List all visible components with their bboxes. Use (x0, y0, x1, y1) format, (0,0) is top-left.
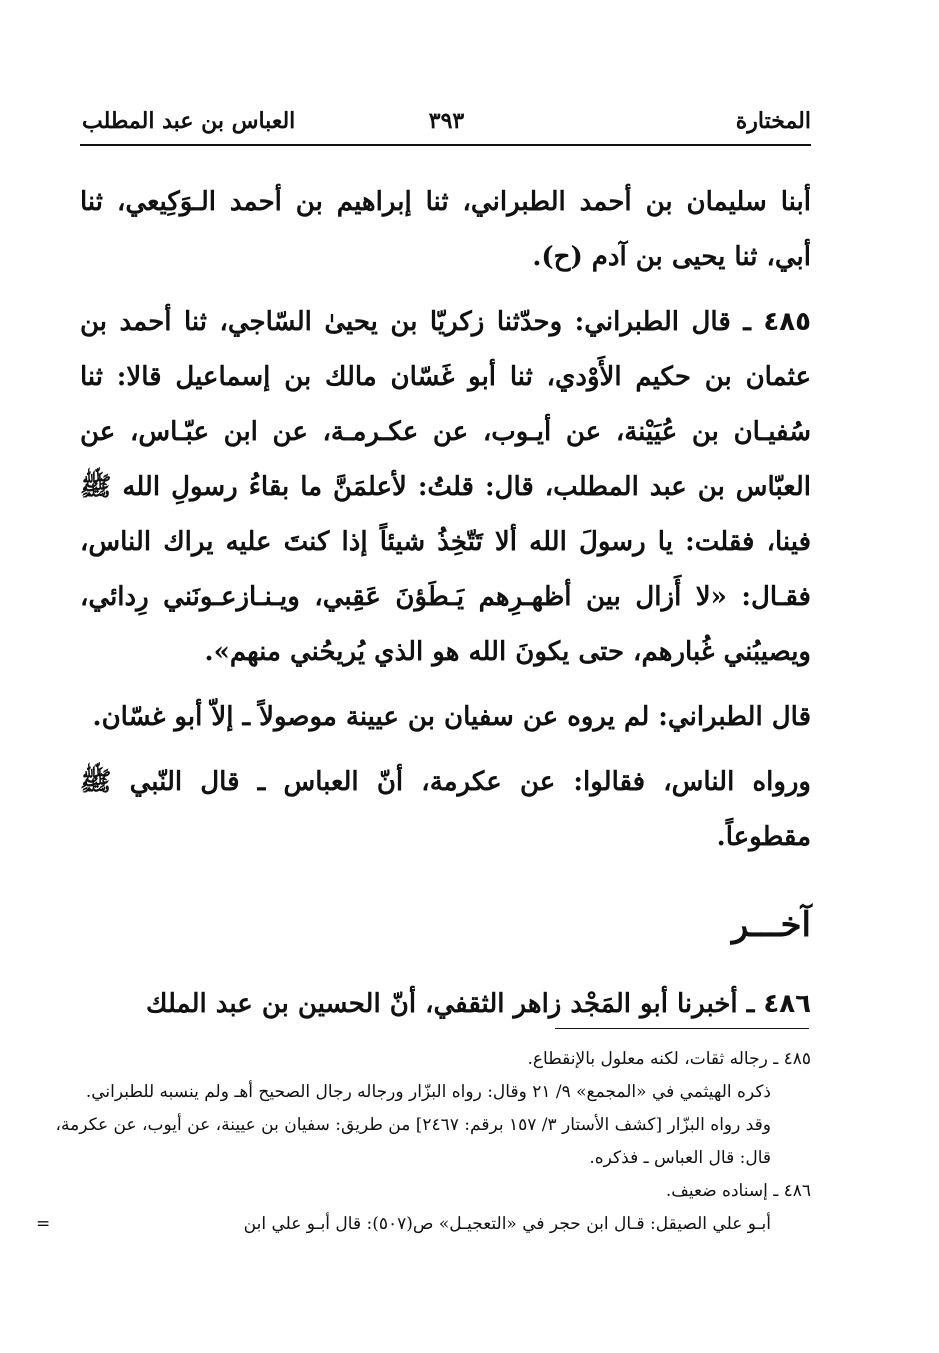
footnotes (36, 1043, 811, 1241)
section-heading: آخـــر (731, 905, 811, 945)
footnote-485: ٤٨٥ ـ رجاله ثقات، لكنه معلول بالإنقطاع. (527, 1049, 811, 1069)
footnote-rule (555, 1028, 809, 1029)
hadith-486 (80, 977, 811, 1032)
main-text (80, 175, 811, 1032)
footnote-text (36, 1208, 811, 1241)
hadith-text: ـ قال الطبراني: وحدّثنا زكريّا بن يحيىٰ السّاجي، ثنا أحمد بن عثمان بن حكيم الأَوْدي، ثنا أبو غَسّان مالك بن إسماعيل قالا: ثنا سُفيـان بن عُيَيْنة، عن أيـوب، عن عكـرمـة، عن ابن عبّـاس، عن العبّاس بن عبد المطلب، قال: قلتُ: لأعلمَنَّ ما بقاءُ رسولِ الله ﷺ فينا، فقلت: يا رسولَ الله ألا تَتّخِذُ شيئاً إذا كنتَ عليه يراك الناس، فقـال: «لا أَزال بين أظهـرِهم يَـطَؤنَ عَقِبي، ويـنـازعـونَني رِدائي، ويصيبُني غُبارهم، حتى يكونَ الله هو الذي يُريحُني منهم». (80, 307, 811, 667)
hadith-text: ـ أخبرنا أبو المَجْد زاهر الثقفي، أنّ الحسين بن عبد الملك (146, 989, 755, 1019)
book-title: المختارة (735, 108, 811, 134)
paragraph-narration-note: ورواه الناس، فقالوا: عن عكرمة، أنّ العباس ـ قال النّبي ﷺ مقطوعاً. (80, 767, 811, 852)
footnote-text: وقد رواه البزّار [كشف الأستار ٣/ ١٥٧ برقم: ٢٤٦٧] من طريق: سفيان بن عيينة، عن أيوب، عن عكرمة، قال: قال العباس ـ فذكره. (55, 1115, 771, 1168)
footnote-text: ذكره الهيثمي في «المجمع» ٩/ ٢١ وقال: رواه البزّار ورجاله رجال الصحيح أهـ ولم ينسبه للطبراني. (85, 1082, 771, 1102)
footnote-text-line: أبـو علي الصيقل: قـال ابن حجر في «التعجيـل» ص(٥٠٧): قال أبـو علي ابن (243, 1214, 771, 1234)
page-number: ٣٩٣ (428, 108, 465, 134)
chapter-title: العباس بن عبد المطلب (82, 108, 296, 134)
hadith-number: ٤٨٦ (763, 989, 811, 1019)
running-head (82, 108, 811, 142)
hadith-number: ٤٨٥ (763, 307, 811, 337)
paragraph-tabarani-comment: قال الطبراني: لم يروه عن سفيان بن عيينة موصولاً ـ إلاّ أبو غسّان. (92, 702, 811, 732)
footnote-486: ٤٨٦ ـ إسناده ضعيف. (665, 1181, 811, 1201)
paragraph-isnad: أبنا سليمان بن أحمد الطبراني، ثنا إبراهيم بن أحمد الـوَكِيعي، ثنا أبي، ثنا يحيى بن آدم (ح). (80, 187, 811, 272)
continuation-mark: = (36, 1214, 51, 1234)
hadith-485 (80, 295, 811, 680)
header-rule (80, 144, 811, 146)
